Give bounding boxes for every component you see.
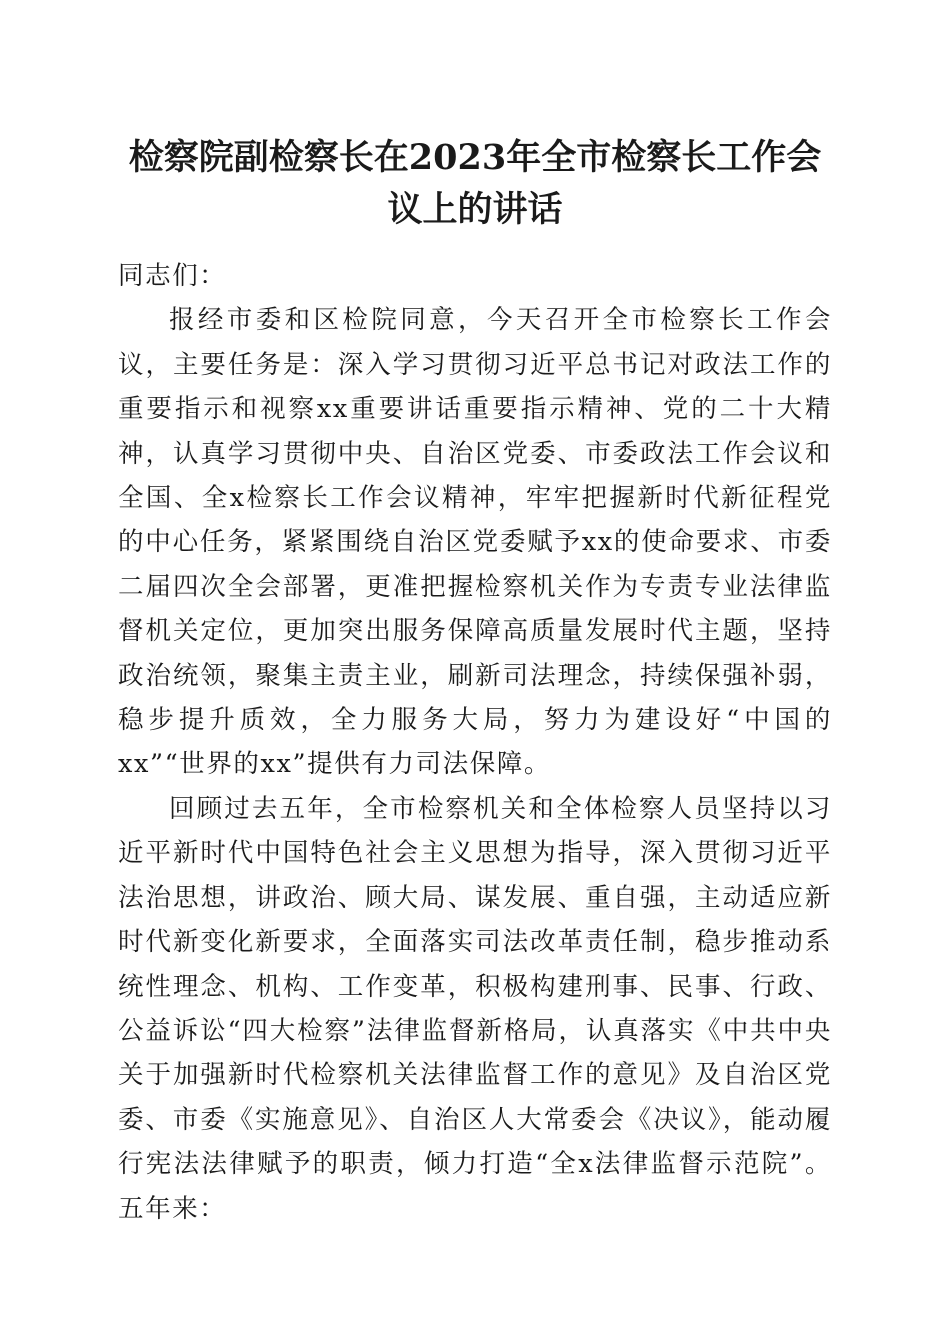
paragraph-intro: 报经市委和区检院同意，今天召开全市检察长工作会议，主要任务是：深入学习贯彻习近平总书记对政法工作的重要指示和视察xx重要讲话重要指示精神、党的二十大精神，认真学习贯彻中央、自治区党委、市委政法工作会议和全国、全x检察长工作会议精神，牢牢把握新时代新征程党的中心任务，紧紧围绕自治区党委赋予xx的使命要求、市委二届四次全会部署，更准把握检察机关作为专责专业法律监督机关定位，更加突出服务保障高质量发展时代主题，坚持政治统领，聚集主责主业，刷新司法理念，持续保强补弱，稳步提升质效，全力服务大局，努力为建设好“中国的xx”“世界的xx”提供有力司法保障。 [118,305,832,780]
document-body [118,254,832,1231]
document-title: 检察院副检察长在2023年全市检察长工作会议上的讲话 [128,137,822,230]
paragraph-review: 回顾过去五年，全市检察机关和全体检察人员坚持以习近平新时代中国特色社会主义思想为指导，深入贯彻习近平法治思想，讲政治、顾大局、谋发展、重自强，主动适应新时代新变化新要求，全面落实司法改革责任制，稳步推动系统性理念、机构、工作变革，积极构建刑事、民事、行政、公益诉讼“四大检察”法律监督新格局，认真落实《中共中央关于加强新时代检察机关法律监督工作的意见》及自治区党委、市委《实施意见》、自治区人大常委会《决议》，能动履行宪法法律赋予的职责，倾力打造“全x法律监督示范院”。五年来： [118,793,832,1224]
salutation: 同志们： [118,261,227,291]
